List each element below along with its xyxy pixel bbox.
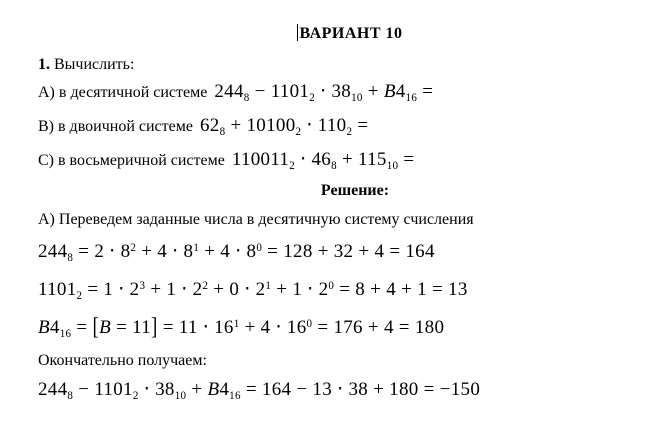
problem-a <box>38 80 433 103</box>
problem-a-label: А) в десятичной системе <box>38 84 208 101</box>
problem-c <box>38 148 414 171</box>
solution-heading: Решение: <box>320 182 390 199</box>
solution-step-1: $244_8 = 2 \cdot 8^2 + 4 \cdot 8^1 + 4 \cdot 8^0 = 128 + 32 + 4 = 164$ <box>38 241 435 264</box>
variant-title <box>0 24 648 43</box>
solution-step-2: $1101_2 = 1 \cdot 2^3 + 1 \cdot 2^2 + 0 \cdot 2^1 + 1 \cdot 2^0 = 8 + 4 + 1 = 13$ <box>38 279 468 302</box>
problem-b-expression: $62_8 + 10100_2 \cdot 110_2$ = <box>199 115 369 138</box>
problem-c-label: С) в восьмеричной системе <box>38 152 225 169</box>
solution-step-3: $B4_{16} = [B = 11] = 11 \cdot 16^1 + 4 \cdot 16^0 = 176 + 4 = 180$ <box>38 313 445 341</box>
task-number: 1. <box>38 56 50 73</box>
variant-title-text: ВАРИАНТ 10 <box>299 25 403 42</box>
final-equation: $244_8 - 1101_2 \cdot 38_{10} + B4_{16} = 164 - 13 \cdot 38 + 180 = -150$ <box>38 379 481 402</box>
problem-b <box>38 114 368 137</box>
problem-b-label: В) в двоичной системе <box>38 118 193 135</box>
problem-a-expression: $244_8 - 1101_2 \cdot 38_{10} + B4_{16}$ = <box>214 81 434 104</box>
solution-intro: А) Переведем заданные числа в десятичную систему счисления <box>38 211 474 228</box>
problem-c-expression: $110011_2 \cdot 46_8 + 115_{10}$ = <box>231 149 415 172</box>
final-label: Окончательно получаем: <box>38 352 207 369</box>
task-label: Вычислить: <box>54 56 135 73</box>
task-heading <box>38 56 134 74</box>
